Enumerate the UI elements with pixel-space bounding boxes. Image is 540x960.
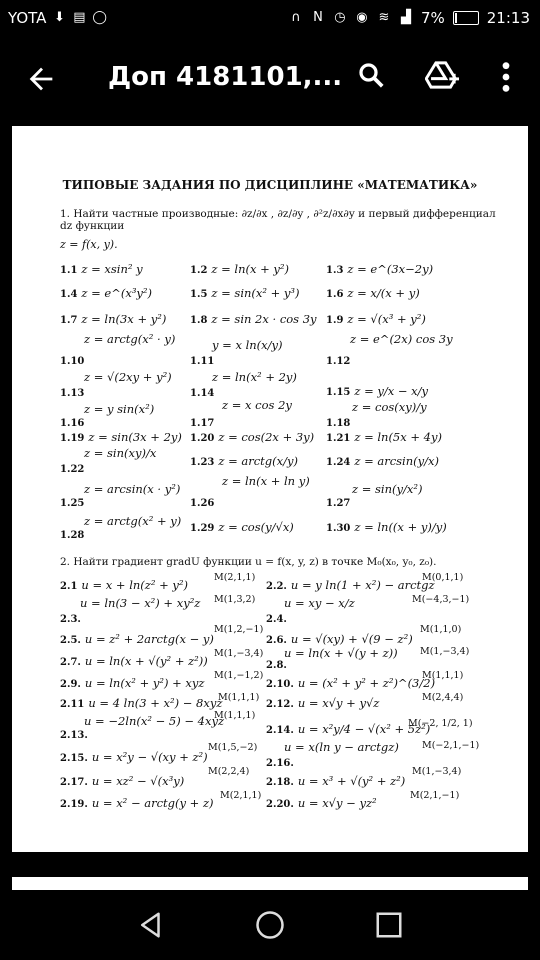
list-item: 1.1 z = xsin² y	[60, 262, 143, 276]
drive-add-icon[interactable]	[425, 60, 459, 90]
list-item: 2.13.	[60, 730, 88, 741]
list-item: 2.20. u = x√y − yz²	[266, 796, 377, 810]
list-item: u = ln(x + √(y + z))	[284, 646, 398, 660]
list-item: 1.28	[60, 530, 85, 541]
navigation-bar	[0, 890, 540, 960]
list-item: 1.13	[60, 388, 85, 399]
point-label: M(1,2,−1)	[214, 624, 264, 635]
list-item: 2.16.	[266, 758, 294, 769]
list-item: z = √(2xy + y²)	[84, 370, 172, 384]
eye-icon: ◉	[356, 10, 368, 25]
list-item: z = y sin(x²)	[84, 402, 155, 416]
point-label: M(1,1,1)	[218, 692, 260, 703]
list-item: 2.2. u = y ln(1 + x²) − arctgz	[266, 578, 435, 592]
clock: 21:13	[486, 9, 530, 27]
document-title: Доп 4181101,...	[108, 62, 343, 92]
point-label: M(1,−1,2)	[214, 670, 264, 681]
list-item: z = arcsin(x · y²)	[84, 482, 181, 496]
point-label: M(−2, 1/2, 1)	[408, 718, 473, 729]
list-item: 1.11	[190, 356, 215, 367]
point-label: M(2,1,1)	[214, 572, 256, 583]
list-item: 2.18. u = x³ + √(y² + z²)	[266, 774, 406, 788]
point-label: M(1,1,0)	[420, 624, 462, 635]
point-label: M(−2,1,−1)	[422, 740, 480, 751]
list-item: 2.9. u = ln(x² + y²) + xyz	[60, 676, 205, 690]
list-item: z = sin(y/x²)	[352, 482, 423, 496]
point-label: M(2,1,1)	[220, 790, 262, 801]
list-item: 1.18	[326, 418, 351, 429]
list-item: u = ln(3 − x²) + xy²z	[80, 596, 201, 610]
list-item: 2.19. u = x² − arctg(y + z)	[60, 796, 214, 810]
list-item: z = sin(xy)/x	[84, 446, 157, 460]
pdf-viewer[interactable]	[0, 122, 540, 890]
point-label: M(1,−3,4)	[412, 766, 462, 777]
list-item: 2.17. u = xz² − √(x³y)	[60, 774, 185, 788]
status-bar	[0, 0, 540, 36]
status-left	[8, 9, 106, 27]
list-item: 1.8 z = sin 2x · cos 3y	[190, 312, 317, 326]
calendar-icon: ▤	[73, 10, 86, 25]
nfc-icon: N	[313, 10, 323, 25]
point-label: M(−4,3,−1)	[412, 594, 470, 605]
more-vert-icon[interactable]	[496, 60, 516, 94]
list-item: 1.27	[326, 498, 351, 509]
list-item: 2.4.	[266, 614, 287, 625]
list-item: 1.29 z = cos(y/√x)	[190, 520, 294, 534]
point-label: M(2,2,4)	[208, 766, 250, 777]
carrier-label: YOTA	[8, 9, 47, 27]
list-item: y = x ln(x/y)	[212, 338, 283, 352]
point-label: M(1,3,2)	[214, 594, 256, 605]
back-arrow-icon[interactable]	[24, 62, 58, 96]
list-item: u = x(ln y − arctgz)	[284, 740, 399, 754]
point-label: M(1,1,1)	[214, 710, 256, 721]
page-title: ТИПОВЫЕ ЗАДАНИЯ ПО ДИСЦИПЛИНЕ «МАТЕМАТИКА»	[62, 178, 478, 192]
wifi-icon: ≋	[378, 10, 390, 25]
nav-home-icon[interactable]	[255, 910, 285, 940]
task2-header: 2. Найти градиент gradU функции u = f(x, y, z) в точке M₀(x₀, y₀, z₀).	[60, 556, 437, 568]
list-item: 1.5 z = sin(x² + y³)	[190, 286, 300, 300]
list-item: z = arctg(x² + y)	[84, 514, 182, 528]
list-item: z = cos(xy)/y	[352, 400, 427, 414]
status-right	[289, 9, 530, 27]
list-item: 2.12. u = x√y + y√z	[266, 696, 380, 710]
list-item: 1.24 z = arcsin(y/x)	[326, 454, 439, 468]
task1-header: 1. Найти частные производные: ∂z/∂x , ∂z/∂y , ∂²z/∂x∂y и первый дифференциал dz функции	[60, 208, 496, 232]
list-item: z = e^(2x) cos 3y	[350, 332, 453, 346]
list-item: 1.6 z = x/(x + y)	[326, 286, 420, 300]
list-item: u = xy − x/z	[284, 596, 355, 610]
list-item: 1.3 z = e^(3x−2y)	[326, 262, 434, 276]
list-item: z = ln(x² + 2y)	[212, 370, 297, 384]
list-item: 2.8.	[266, 660, 287, 671]
list-item: 1.9 z = √(x³ + y²)	[326, 312, 426, 326]
list-item: 1.2 z = ln(x + y²)	[190, 262, 290, 276]
list-item: 1.22	[60, 464, 85, 475]
nav-recents-icon[interactable]	[374, 910, 404, 940]
point-label: M(0,1,1)	[422, 572, 464, 583]
battery-icon	[453, 11, 479, 25]
battery-percent: 7%	[420, 9, 445, 27]
list-item: 1.26	[190, 498, 215, 509]
list-item: z = ln(x + ln y)	[222, 474, 310, 488]
alarm-icon: ◷	[334, 10, 346, 25]
point-label: M(1,5,−2)	[208, 742, 258, 753]
list-item: 1.19 z = sin(3x + 2y)	[60, 430, 182, 444]
headset-icon: ∩	[291, 10, 301, 25]
list-item: 2.15. u = x²y − √(xy + z²)	[60, 750, 208, 764]
app-bar	[0, 36, 540, 122]
list-item: 1.7 z = ln(3x + y²)	[60, 312, 167, 326]
list-item: z = x cos 2y	[222, 398, 292, 412]
list-item: 1.16	[60, 418, 85, 429]
list-item: 2.3.	[60, 614, 81, 625]
list-item: 1.10	[60, 356, 85, 367]
signal-icon: ▟	[400, 10, 411, 25]
list-item: 1.14	[190, 388, 215, 399]
list-item: 2.14. u = x²y/4 − √(x² + 5z²)	[266, 722, 431, 736]
point-label: M(2,1,−1)	[410, 790, 460, 801]
list-item: 1.25	[60, 498, 85, 509]
list-item: 1.21 z = ln(5x + 4y)	[326, 430, 442, 444]
nav-back-icon[interactable]	[136, 910, 166, 940]
list-item: 1.20 z = cos(2x + 3y)	[190, 430, 315, 444]
download-icon: ⬇	[53, 10, 65, 25]
search-icon[interactable]	[356, 60, 386, 90]
list-item: u = −2ln(x² − 5) − 4xyz	[84, 714, 225, 728]
list-item: 2.7. u = ln(x + √(y² + z²))	[60, 654, 208, 668]
list-item: 1.12	[326, 356, 351, 367]
list-item: 1.30 z = ln((x + y)/y)	[326, 520, 447, 534]
point-label: M(2,4,4)	[422, 692, 464, 703]
task1-function: z = f(x, y).	[60, 238, 118, 251]
list-item: 2.10. u = (x² + y² + z²)^(3/2)	[266, 676, 436, 690]
list-item: 2.5. u = z² + 2arctg(x − y)	[60, 632, 214, 646]
list-item: 2.6. u = √(xy) + √(9 − z²)	[266, 632, 413, 646]
document-page[interactable]	[12, 126, 528, 852]
list-item: 2.11 u = 4 ln(3 + x²) − 8xyz	[60, 696, 223, 710]
point-label: M(1,−3,4)	[420, 646, 470, 657]
point-label: M(1,1,1)	[422, 670, 464, 681]
point-label: M(1,−3,4)	[214, 648, 264, 659]
list-item: 1.17	[190, 418, 215, 429]
list-item: 1.4 z = e^(x³y²)	[60, 286, 153, 300]
list-item: 1.15 z = y/x − x/y	[326, 384, 429, 398]
list-item: z = arctg(x² · y)	[84, 332, 176, 346]
list-item: 2.1 u = x + ln(z² + y²)	[60, 578, 188, 592]
whatsapp-icon: ◯	[92, 10, 107, 25]
list-item: 1.23 z = arctg(x/y)	[190, 454, 298, 468]
